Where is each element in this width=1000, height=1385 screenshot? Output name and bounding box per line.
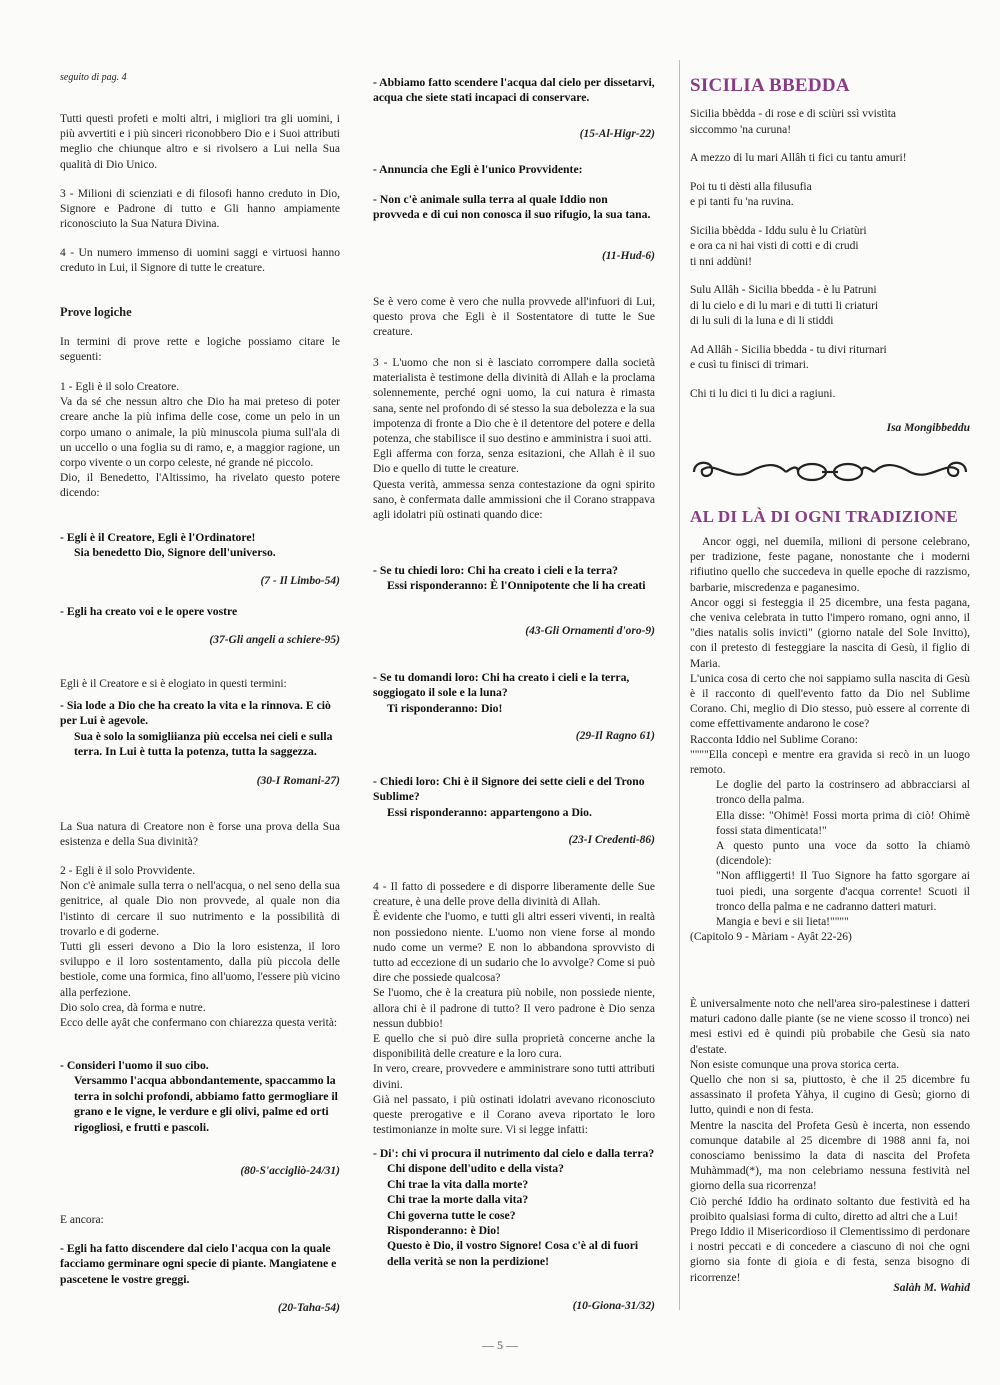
quote — [373, 563, 655, 594]
quote-line: Essi risponderanno: È l'Onnipotente che li ha creati — [387, 579, 646, 593]
poem-line: siccommo 'na curuna! — [690, 123, 792, 136]
poem-line: Sicilia bbèdda - di rose e di sciùri ssì vvistìta — [690, 108, 897, 120]
quote-line: Le doglie del parto la costrinsero ad abbracciarsi al tronco della palma. — [716, 779, 970, 807]
quote-line: Ti risponderanno: Dio! — [387, 701, 503, 715]
paragraph: È universalmente noto che nell'area siro-palestinese i datteri maturi cadono dalle piante (se ne viene scosso il tronco) nei mesi estivi ed è quindi più probabile che Gesù sia nato d'estate. — [690, 998, 970, 1056]
quote-line: - Consideri l'uomo il suo cibo. — [60, 1059, 209, 1072]
stanza — [690, 180, 970, 211]
quote-line: Sua è solo la somigliianza più eccelsa nei cieli e sulla terra. In Lui è tutta la potenza, tutta la saggezza. — [74, 729, 333, 759]
poem-line: Chi ti lu dici ti lu dici a ragiuni. — [690, 387, 836, 400]
quote: - Annuncia che Egli è l'unico Provvidente: — [373, 163, 583, 176]
ornament-divider-icon — [690, 452, 970, 492]
article-title: AL DI LÀ DI OGNI TRADIZIONE — [690, 507, 959, 526]
paragraph: In termini di prove rette e logiche possiamo citare le seguenti: — [60, 336, 340, 364]
stanza — [690, 343, 970, 374]
paragraph: Quello che non si sa, piuttosto, è che il 25 dicembre fu assassinato il profeta Yàhya, il cugino di Gesù; giorno di lutto, quindi e non di festa. — [690, 1074, 970, 1117]
quote: - Abbiamo fatto scendere l'acqua dal cielo per dissetarvi, acqua che siete stati incapaci di conservare. — [373, 76, 655, 105]
quote: - Non c'è animale sulla terra al quale Iddio non provveda e di cui non conosca il suo rifugio, la sua tana. — [373, 193, 651, 222]
stanza — [690, 107, 970, 138]
poem-line: Poi tu ti dèsti alla filusufia — [690, 180, 812, 193]
paragraph: 4 - Il fatto di possedere e di disporre liberamente delle Sue creature, è una delle prove della divinità di Allah. È evidente che l'uomo, e tutti gli altri esseri viventi, in realtà non possiedono niente. L'uomo non viene forse al mondo nudo come un verme? E non lo abbandona sprovvisto di tutto ad eccezione di un sudario che lo avvolge? Come si può dire che possiede qualcosa? Se l'uomo, che è la creatura più nobile, non possiede niente, allora chi è il padrone di tutto? Il vero padrone è Dio senza nessun dubbio! E quello che si può dire sulla proprietà concerne anche la disponibilità delle creature e la loro cura. In vero, creare, provvedere e amministrare sono tutti attributi divini. Già nel passato, i più ostinati idolatri avevano riconosciuto queste prerogative e il Corano aveva riportato le loro testimonianze in molte sure. Vi si legge infatti: — [373, 881, 655, 1137]
article-body — [690, 535, 970, 945]
poem-line: Ad Allâh - Sicilia bbedda - tu divi riturnari — [690, 343, 887, 356]
citation: (10-Giona-31/32) — [572, 1300, 655, 1312]
citation: (30-I Romani-27) — [256, 775, 340, 787]
poem-line: di lu suli di la luna e di li stiddi — [690, 315, 834, 327]
paragraph: 3 - L'uomo che non si è lasciato corrompere dalla società materialista è testimone della divinità di Allah e la proclama solennemente, perché ogni uomo, la cui natura è rimasta sana, sente nel profondo di sé stesso la sua debolezza e la sua impotenza di fronte a Dio che è il detentore del potere e della potenza, che stabilisce il suo destino e amministra i suoi atti. Egli afferma con forza, senza esitazioni, che Allah è il suo Dio e quello di tutte le creature. Questa verità, ammessa senza contestazione da ogni spirito sano, è confermata dalle ammissioni che il Corano strappava agli idolatri più ostinati quando dice: — [373, 357, 655, 522]
paragraph: 1 - Egli è il solo Creatore. Va da sé che nessun altro che Dio ha mai preteso di poter creare anche la più infima delle cose, come un pelo in un corpo umano o animale, la più minuscola piuma sull'ala di un uccello o una foglia su di ramo, e, a maggior ragione, un corpo vivente o un corpo celeste, né grande né piccolo. Dio, il Benedetto, l'Altissimo, ha rivelato questo potere dicendo: — [60, 381, 340, 500]
quote — [373, 670, 655, 716]
page-number: — 5 — — [482, 1338, 518, 1352]
paragraph: Ciò perché Iddio ha ordinato soltanto due festività ed ha proibito qualsiasi forma di culto, diretto ad altri che a Lui! — [690, 1195, 970, 1223]
poem-line: e cusì tu finisci di trimari. — [690, 359, 809, 371]
paragraph: E ancora: — [60, 1214, 104, 1226]
poem-line: di lu cielo e di lu mari e di tutti li criaturi — [690, 299, 879, 312]
paragraph: Racconta Iddio nel Sublime Corano: — [690, 733, 858, 746]
quote-line: Versammo l'acqua abbondantemente, spaccammo la terra in solchi profondi, abbiamo fatto germogliare il grano e le vigne, le verdure e gli olivi, palme ed orti rigogliosi, e frutti e pascoli. — [74, 1074, 338, 1134]
citation: (20-Taha-54) — [277, 1302, 340, 1314]
citation: (15-Al-Higr-22) — [579, 128, 655, 140]
paragraph: L'unica cosa di certo che noi sappiamo sulla nascita di Gesù è il racconto di quell'evento fatto da Dio nel Sublime Corano. Chi, meglio di Dio stesso, può essere al corrente di come effettivamente andarono le cose? — [690, 672, 970, 731]
quote — [60, 530, 340, 561]
paragraph: Non esiste comunque una prova storica certa. — [690, 1058, 900, 1071]
author: Salàh M. Wahìd — [893, 1282, 970, 1294]
column-divider — [679, 60, 680, 1310]
poem-line: A mezzo di lu mari Allâh ti fici cu tantu amuri! — [690, 152, 907, 164]
quote-line: Questo è Dio, il vostro Signore! Cosa c'è al di fuori della verità se non la perdizione! — [387, 1239, 639, 1268]
quote — [373, 1146, 655, 1269]
citation: (37-Gli angeli a schiere-95) — [209, 634, 340, 646]
poem — [690, 107, 970, 402]
poem-line: e pi tanti fu 'na ruvina. — [690, 196, 794, 208]
article-title: SICILIA BBEDDA — [690, 75, 850, 96]
quote-line: Chi trae la vita dalla morte? — [387, 1177, 529, 1191]
paragraph: Mentre la nascita del Profeta Gesù è incerta, non essendo comunque databile al 25 dicembre di 1988 anni fa, noi conosciamo benissimo la data di nascita del Profeta Muhàmmad(*), ma non celebriamo nessuna festività nel giorno della sua ricorrenza! — [690, 1119, 970, 1193]
author: Isa Mongibbeddu — [886, 422, 970, 434]
quote: - Egli ha fatto discendere dal cielo l'acqua con la quale facciamo germinare ogni specie di piante. Mangiatene e pascetene le vostre greggi. — [60, 1242, 337, 1286]
paragraph: Egli è il Creatore e si è elogiato in questi termini: — [60, 678, 287, 690]
quote-line: Chi trae la morte dalla vita? — [387, 1193, 529, 1207]
quote-line: Chi governa tutte le cose? — [387, 1208, 516, 1222]
quote-line: - Sia lode a Dio che ha creato la vita e la rinnova. E ciò per Lui è agevole. — [60, 699, 331, 728]
stanza — [690, 283, 970, 330]
quote-line: - Se tu domandi loro: Chi ha creato i cieli e la terra, soggiogato il sole e la luna? — [373, 671, 630, 700]
section-heading: Prove logiche — [60, 305, 132, 319]
continued-note: seguito di pag. 4 — [60, 72, 127, 83]
citation: (7 - Il Limbo-54) — [260, 575, 340, 587]
article-body — [690, 997, 970, 1286]
citation: (Capitolo 9 - Màriam - Ayât 22-26) — [690, 931, 852, 944]
quote-line: Mangia e bevi e sii lieta!"""" — [716, 916, 849, 929]
quote-line: Essi risponderanno: appartengono a Dio. — [387, 805, 592, 819]
quote — [60, 698, 340, 760]
paragraph: Ancor oggi, nel duemila, milioni di persone celebrano, per tradizione, feste pagane, nonostante che i moderni rifiutino quello che succedeva in quelle epoche di razzismo, barbarie, miscredenza e paganesimo. — [690, 536, 970, 594]
quote: - Egli ha creato voi e le opere vostre — [60, 605, 238, 618]
quote — [373, 774, 655, 820]
quote-line: """"Ella concepì e mentre era gravida si recò in un luogo remoto. — [690, 748, 970, 777]
paragraph: 3 - Milioni di scienziati e di filosofi hanno creduto in Dio, Signore e Padrone di tutto e Gli hanno ampiamente riconosciuto la Sua Natura Divina. — [60, 188, 340, 231]
quote-line: - Chiedi loro: Chi è il Signore dei sette cieli e del Trono Sublime? — [373, 775, 645, 804]
poem-line: Sulu Allâh - Sicilia bbedda - è lu Patruni — [690, 284, 877, 296]
citation: (23-I Credenti-86) — [568, 834, 655, 846]
quote-line: - Di': chi vi procura il nutrimento dal cielo e dalla terra? — [373, 1147, 655, 1160]
quote-line: A questo punto una voce da sotto la chiamò (dicendole): — [716, 840, 970, 868]
stanza — [690, 151, 970, 167]
stanza — [690, 224, 970, 271]
quote-line: - Egli è il Creatore, Egli è l'Ordinatore! — [60, 531, 256, 544]
poem-line: Sicilia bbèdda - Iddu sulu è lu Criatùri — [690, 224, 867, 237]
quote-line: - Se tu chiedi loro: Chi ha creato i cieli e la terra? — [373, 564, 618, 577]
paragraph: Se è vero come è vero che nulla provvede all'infuori di Lui, questo prova che Egli è il Sostentatore di tutte le Sue creature. — [373, 296, 655, 339]
paragraph: Prego Iddio il Misericordioso il Clementissimo di perdonare i nostri peccati e di concedere a ciascuno di noi che ogni giorno sia fonte di gioia e di festa, senza bisogno di ricorrenze! — [690, 1226, 970, 1284]
paragraph: 4 - Un numero immenso di uomini saggi e virtuosi hanno creduto in Lui, il Signore di tutte le creature. — [60, 247, 340, 275]
paragraph: La Sua natura di Creatore non è forse una prova della Sua esistenza e della Sua divinità? — [60, 821, 340, 849]
quote-line: Chi dispone dell'udito e della vista? — [387, 1162, 564, 1176]
poem-line: e ora ca ni hai visti di cotti e di crudi — [690, 240, 859, 252]
quote-line: Risponderanno: è Dio! — [387, 1224, 500, 1238]
quote — [60, 1058, 340, 1135]
paragraph: Ancor oggi si festeggia il 25 dicembre, una festa pagana, che veniva celebrata in tutto l'impero romano, ogni anno, il "dies natalis solis invicti" (giorno natale del Sole Invitto), con il pretesto di festeggiare la nascita di Gesù, il figlio di Maria. — [690, 596, 970, 670]
citation: (80-S'accigliò-24/31) — [240, 1165, 340, 1177]
paragraph: Tutti questi profeti e molti altri, i migliori tra gli uomini, i più avvertiti e i più sinceri riconobbero Dio e i Suoi attributi meglio che chiunque altro e si rivolsero a Lui nella Sua qualità di Dio Unico. — [60, 113, 340, 171]
quote-line: "Non affliggerti! Il Tuo Signore ha fatto sgorgare ai tuoi piedi, una sorgente d'acqua corrente! Scuoti il tronco della palma e ne cadranno datteri maturi. — [716, 870, 970, 913]
stanza — [690, 387, 970, 403]
quote-line: Sia benedetto Dio, Signore dell'universo. — [74, 546, 276, 560]
citation: (11-Hud-6) — [601, 250, 655, 262]
paragraph: 2 - Egli è il solo Provvidente. Non c'è animale sulla terra o nell'acqua, o nel seno della sua genitrice, al quale Dio non provvede, al quale non dia l'istinto di cercare il suo nutrimento e la possibilità di trovarlo e di goderne. Tutti gli esseri devono a Dio la loro esistenza, il loro sviluppo e il loro sostentamento, dalla più piccola delle bestiole, come una formica, fino all'uomo, l'essere più vicino alla perfezione. Dio solo crea, dà forma e nutre. Ecco delle ayât che confermano con chiarezza questa verità: — [60, 865, 340, 1030]
citation: (29-Il Ragno 61) — [575, 730, 655, 742]
poem-line: ti nni addùni! — [690, 255, 752, 268]
citation: (43-Gli Ornamenti d'oro-9) — [525, 625, 655, 637]
quote-line: Ella disse: "Ohimè! Fossi morta prima di ciò! Ohimè fossi stata dimenticata!" — [716, 809, 970, 837]
